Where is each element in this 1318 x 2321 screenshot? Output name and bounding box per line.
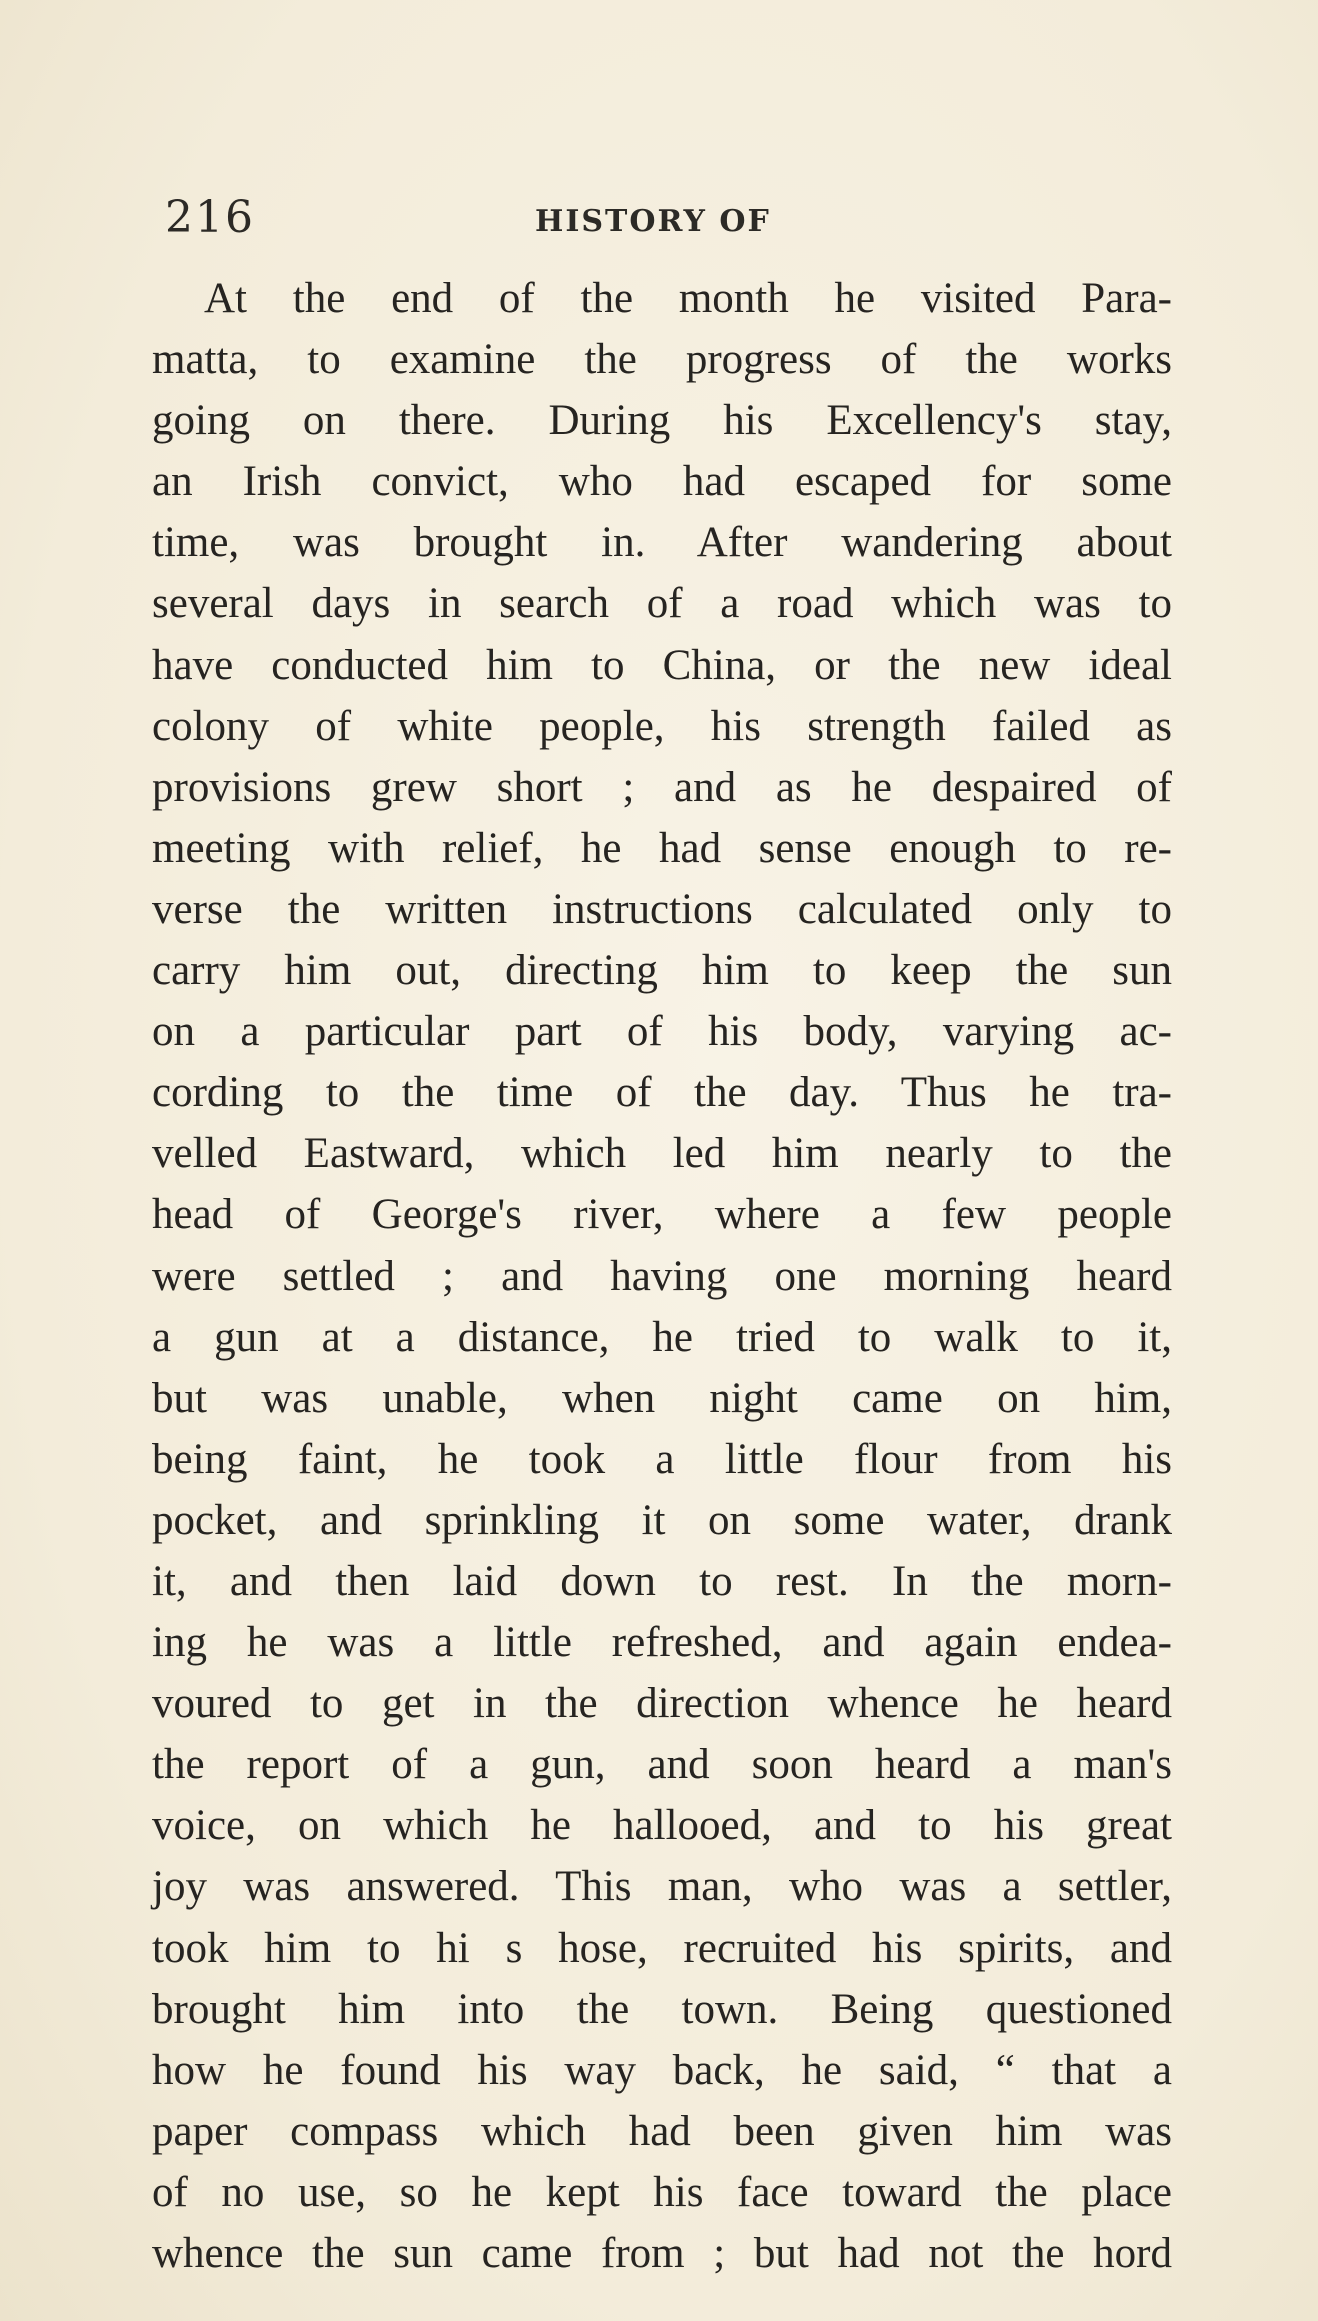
text-line: velled Eastward, which led him nearly to the (152, 1130, 1172, 1178)
text-line: took him to hi s hose, recruited his spirits, and (152, 1924, 1172, 1972)
text-line: going on there. During his Excellency's stay, (152, 397, 1172, 445)
text-line: an Irish convict, who had escaped for some (152, 458, 1172, 506)
text-line: brought him into the town. Being questioned (152, 1985, 1172, 2033)
text-line: voice, on which he hallooed, and to his great (152, 1802, 1172, 1850)
text-line: whence the sun came from ; but had not the hord (152, 2230, 1172, 2277)
text-line: paper compass which had been given him was (152, 2107, 1172, 2155)
text-line: the report of a gun, and soon heard a man's (152, 1741, 1172, 1789)
text-line: but was unable, when night came on him, (152, 1374, 1172, 1422)
text-line: of no use, so he kept his face toward the place (152, 2168, 1172, 2216)
text-line: provisions grew short ; and as he despaired of (152, 763, 1172, 811)
running-head: HISTORY OF (535, 204, 771, 239)
body-text (152, 268, 1172, 2284)
text-line: being faint, he took a little flour from his (152, 1435, 1172, 1483)
text-line: At the end of the month he visited Para- (204, 275, 1172, 322)
text-line: several days in search of a road which was to (152, 580, 1172, 628)
text-line: time, was brought in. After wandering about (152, 519, 1172, 567)
text-line: meeting with relief, he had sense enough to re- (152, 824, 1172, 872)
text-line: matta, to examine the progress of the works (152, 336, 1172, 384)
page-number: 216 (165, 192, 255, 243)
text-line: pocket, and sprinkling it on some water, drank (152, 1496, 1172, 1544)
text-line: it, and then laid down to rest. In the morn- (152, 1557, 1172, 1605)
text-line: voured to get in the direction whence he heard (152, 1680, 1172, 1728)
text-line: have conducted him to China, or the new ideal (152, 641, 1172, 689)
text-line: verse the written instructions calculated only to (152, 885, 1172, 933)
text-line: ing he was a little refreshed, and again endea- (152, 1619, 1172, 1667)
text-line: how he found his way back, he said, “ that a (152, 2046, 1172, 2094)
text-line: were settled ; and having one morning heard (152, 1252, 1172, 1300)
text-line: carry him out, directing him to keep the sun (152, 947, 1172, 995)
text-line: joy was answered. This man, who was a settler, (152, 1863, 1172, 1911)
text-line: colony of white people, his strength failed as (152, 702, 1172, 750)
page-header (165, 192, 925, 252)
text-line: on a particular part of his body, varying ac- (152, 1008, 1172, 1056)
text-line: head of George's river, where a few people (152, 1191, 1172, 1239)
text-line: cording to the time of the day. Thus he tra- (152, 1069, 1172, 1117)
text-line: a gun at a distance, he tried to walk to it, (152, 1313, 1172, 1361)
